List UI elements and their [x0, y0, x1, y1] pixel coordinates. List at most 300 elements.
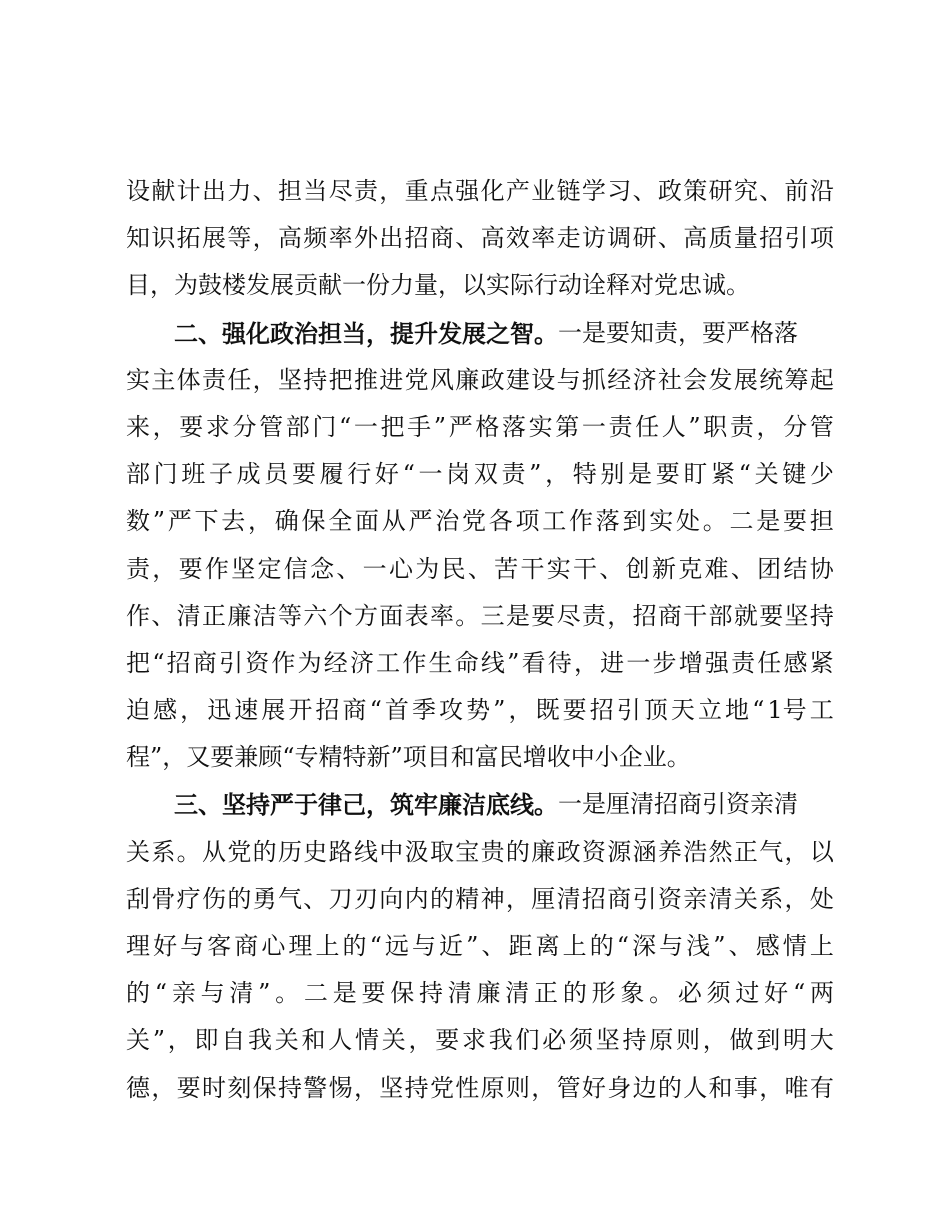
- text-glyph: 招: [589, 696, 614, 725]
- text-glyph: ，: [607, 601, 632, 630]
- text-glyph: 特: [572, 460, 597, 489]
- text-glyph: “: [152, 648, 165, 677]
- text-glyph: 的: [562, 979, 587, 1008]
- text-line: [126, 876, 834, 923]
- text-glyph: 1号: [767, 696, 807, 725]
- text-glyph: 知: [126, 224, 150, 253]
- text-glyph: 调: [607, 224, 632, 253]
- text-line-content: 一是厘清招商引资亲清: [558, 790, 798, 819]
- text-glyph: 进: [600, 648, 625, 677]
- text-glyph: ”: [152, 1026, 166, 1055]
- text-glyph: 开: [288, 696, 313, 725]
- text-glyph: 会: [683, 365, 708, 394]
- text-glyph: 正: [201, 601, 226, 630]
- text-glyph: 招: [759, 224, 784, 253]
- text-glyph: 力: [227, 177, 252, 205]
- text-glyph: 克: [678, 554, 703, 583]
- text-glyph: 党: [462, 507, 487, 536]
- text-glyph: 学: [581, 177, 606, 205]
- text-line: [126, 215, 834, 262]
- text-glyph: 高: [683, 224, 708, 253]
- text-glyph: 到: [622, 507, 647, 536]
- text-glyph: 、: [455, 224, 480, 253]
- text-glyph: 坚: [277, 365, 302, 394]
- text-glyph: 感: [783, 648, 808, 677]
- text-line: [126, 451, 834, 498]
- text-glyph: 推: [353, 365, 378, 394]
- text-glyph: 作: [402, 648, 427, 677]
- text-glyph: 经: [607, 365, 632, 394]
- text-glyph: 好: [764, 979, 789, 1008]
- text-glyph: 招: [315, 696, 340, 725]
- text-glyph: 展: [261, 696, 286, 725]
- text-glyph: 落: [501, 412, 526, 441]
- text-glyph: 信: [283, 554, 308, 583]
- text-glyph: 求: [462, 1026, 487, 1055]
- text-glyph: 处: [809, 884, 834, 913]
- text-glyph: 保: [252, 1073, 277, 1102]
- text-glyph: 待: [547, 648, 572, 677]
- text-glyph: 强: [704, 648, 729, 677]
- text-glyph: “: [402, 460, 415, 489]
- text-glyph: 迅: [207, 696, 232, 725]
- text-glyph: 廉: [455, 365, 480, 394]
- text-glyph: 为: [297, 648, 322, 677]
- text-glyph: 清: [505, 979, 530, 1008]
- text-glyph: 须: [706, 979, 731, 1008]
- text-glyph: 持: [404, 1073, 429, 1102]
- text-glyph: 的: [505, 837, 530, 866]
- text-glyph: 廉: [531, 837, 556, 866]
- text-glyph: 保: [390, 979, 415, 1008]
- text-line: [126, 168, 834, 215]
- text-glyph: 严: [167, 507, 192, 536]
- text-glyph: 骨: [151, 884, 176, 913]
- text-glyph: 。: [455, 601, 480, 630]
- text-glyph: 实: [649, 507, 674, 536]
- text-glyph: 别: [600, 460, 625, 489]
- text-glyph: 风: [429, 365, 454, 394]
- text-glyph: 时: [201, 1073, 226, 1102]
- text-glyph: ，: [180, 696, 205, 725]
- text-glyph: 坚: [379, 1073, 404, 1102]
- text-glyph: 取: [429, 837, 454, 866]
- text-glyph: 勇: [252, 884, 277, 913]
- text-line: [126, 404, 834, 451]
- text-glyph: 系: [151, 837, 176, 866]
- section-heading: 三、坚持严于律己，筑牢廉洁底线。: [174, 790, 558, 820]
- text-glyph: 强: [455, 177, 480, 205]
- text-glyph: 养: [657, 837, 682, 866]
- text-glyph: 季: [411, 696, 436, 725]
- text-glyph: 即: [194, 1026, 219, 1055]
- text-glyph: 关: [754, 460, 779, 489]
- text-glyph: 责: [353, 177, 378, 205]
- text-glyph: 关: [126, 1026, 150, 1055]
- text-glyph: 内: [404, 884, 429, 913]
- text-glyph: 与: [180, 932, 205, 960]
- text-glyph: 率: [429, 601, 454, 630]
- text-glyph: 心: [261, 932, 286, 960]
- text-glyph: 、: [730, 554, 755, 583]
- text-glyph: 成: [236, 460, 261, 489]
- text-glyph: 商: [234, 932, 259, 960]
- text-glyph: 商: [342, 696, 367, 725]
- text-glyph: 两: [809, 979, 834, 1008]
- text-glyph: ，: [252, 365, 277, 394]
- text-glyph: 厘: [531, 884, 556, 913]
- text-glyph: 担: [809, 507, 834, 536]
- text-glyph: 离: [535, 932, 560, 960]
- text-glyph: 结: [783, 554, 808, 583]
- text-glyph: ”: [688, 412, 701, 441]
- text-glyph: 团: [757, 554, 782, 583]
- text-glyph: 责: [608, 412, 633, 441]
- text-glyph: 必: [542, 1026, 567, 1055]
- text-glyph: 治: [435, 507, 460, 536]
- text-glyph: ，: [152, 412, 177, 441]
- text-glyph: 研: [632, 224, 657, 253]
- text-glyph: 刻: [227, 1073, 252, 1102]
- text-glyph: 的: [252, 837, 277, 866]
- text-glyph: 感: [755, 932, 780, 960]
- text-glyph: 策: [683, 177, 708, 205]
- text-glyph: ，: [508, 696, 533, 725]
- text-line: [126, 1017, 834, 1064]
- text-glyph: 人: [661, 412, 686, 441]
- text-glyph: 班: [181, 460, 206, 489]
- document-body: [126, 168, 834, 1112]
- text-glyph: 责: [581, 601, 606, 630]
- text-glyph: 持: [622, 1026, 647, 1055]
- text-glyph: 正: [733, 837, 758, 866]
- text-glyph: 、: [759, 177, 784, 205]
- text-glyph: 人: [683, 1073, 708, 1102]
- text-glyph: 德: [126, 1073, 150, 1102]
- text-glyph: 必: [677, 979, 702, 1008]
- text-glyph: 引: [616, 696, 641, 725]
- text-glyph: ，: [759, 1073, 784, 1102]
- text-glyph: 清: [447, 979, 472, 1008]
- text-line-content: 程”，又要兼顾“专精特新”项目和富民增收中小企业。: [126, 743, 691, 772]
- text-glyph: 习: [607, 177, 632, 205]
- text-glyph: 引: [784, 224, 809, 253]
- text-glyph: 业: [531, 177, 556, 205]
- text-glyph: 持: [277, 1073, 302, 1102]
- text-glyph: 、: [303, 884, 328, 913]
- text-glyph: 献: [151, 177, 176, 205]
- text-glyph: 是: [756, 507, 781, 536]
- text-glyph: 、: [728, 932, 753, 960]
- text-glyph: 责: [201, 365, 226, 394]
- text-glyph: 好: [581, 1073, 606, 1102]
- text-glyph: 管: [556, 1073, 581, 1102]
- text-glyph: 神: [480, 884, 505, 913]
- text-line: [126, 546, 834, 593]
- text-glyph: 客: [207, 932, 232, 960]
- text-glyph: 攻: [439, 696, 464, 725]
- text-glyph: 关: [274, 1026, 299, 1055]
- text-glyph: 持: [303, 365, 328, 394]
- text-glyph: 则: [676, 1026, 701, 1055]
- text-glyph: 资: [581, 837, 606, 866]
- text-glyph: 政: [556, 837, 581, 866]
- text-glyph: 气: [759, 837, 784, 866]
- text-glyph: 面: [379, 601, 404, 630]
- text-glyph: 坚: [784, 601, 809, 630]
- text-line-content: 目，为鼓楼发展贡献一份力量，以实际行动诠释对党忠诚。: [126, 271, 750, 300]
- text-glyph: 工: [809, 696, 834, 725]
- text-glyph: 实: [528, 412, 553, 441]
- text-glyph: 紧: [711, 460, 735, 489]
- text-glyph: 、: [632, 177, 657, 205]
- text-glyph: 项: [515, 507, 540, 536]
- text-glyph: 全: [328, 507, 353, 536]
- text-glyph: 象: [620, 979, 645, 1008]
- text-glyph: “: [369, 696, 382, 725]
- text-glyph: 管: [809, 412, 834, 441]
- text-glyph: 感: [153, 696, 178, 725]
- text-glyph: 深: [632, 932, 657, 960]
- text-glyph: 确: [274, 507, 299, 536]
- text-glyph: 刃: [353, 884, 378, 913]
- text-glyph: 第: [555, 412, 580, 441]
- text-glyph: 廉: [227, 601, 252, 630]
- text-glyph: 情: [355, 1026, 380, 1055]
- text-glyph: 清: [176, 601, 201, 630]
- text-glyph: 个: [328, 601, 353, 630]
- text-glyph: 要: [783, 507, 808, 536]
- text-glyph: 效: [505, 224, 530, 253]
- text-glyph: ”: [529, 460, 542, 489]
- text-glyph: 汲: [404, 837, 429, 866]
- text-glyph: 历: [277, 837, 302, 866]
- text-glyph: 难: [704, 554, 729, 583]
- text-glyph: 严: [408, 507, 433, 536]
- text-glyph: 外: [353, 224, 378, 253]
- text-glyph: ，: [784, 884, 809, 913]
- text-glyph: 工: [376, 648, 401, 677]
- text-glyph: 事: [733, 1073, 758, 1102]
- text-glyph: 济: [632, 365, 657, 394]
- text-glyph: 是: [505, 601, 530, 630]
- text-glyph: 路: [328, 837, 353, 866]
- text-glyph: 要: [655, 460, 680, 489]
- text-glyph: 和: [708, 1073, 733, 1102]
- text-glyph: 是: [628, 460, 653, 489]
- text-glyph: 干: [520, 554, 545, 583]
- text-glyph: 紧: [809, 648, 834, 677]
- text-glyph: 定: [257, 554, 282, 583]
- text-glyph: 从: [201, 837, 226, 866]
- text-glyph: 势: [466, 696, 491, 725]
- text-glyph: 坚: [231, 554, 256, 583]
- text-glyph: 洁: [252, 601, 277, 630]
- text-glyph: 天: [670, 696, 695, 725]
- text-glyph: 工: [542, 507, 567, 536]
- text-glyph: 和: [301, 1026, 326, 1055]
- text-line: [126, 1065, 834, 1112]
- text-glyph: 源: [607, 837, 632, 866]
- text-glyph: 重: [404, 177, 429, 205]
- text-glyph: 建: [505, 365, 530, 394]
- text-glyph: 清: [556, 884, 581, 913]
- text-glyph: 任: [227, 365, 252, 394]
- text-glyph: 、: [481, 932, 506, 960]
- text-glyph: 正: [534, 979, 559, 1008]
- text-glyph: 则: [505, 1073, 530, 1102]
- text-glyph: 招: [166, 648, 191, 677]
- text-glyph: 创: [625, 554, 650, 583]
- text-glyph: 资: [245, 648, 270, 677]
- text-glyph: 我: [488, 1026, 513, 1055]
- text-glyph: 干: [683, 601, 708, 630]
- text-glyph: 要: [291, 460, 316, 489]
- text-glyph: 党: [227, 837, 252, 866]
- text-glyph: 引: [219, 648, 244, 677]
- text-glyph: 史: [303, 837, 328, 866]
- text-glyph: 性: [455, 1073, 480, 1102]
- text-glyph: 作: [126, 601, 150, 630]
- text-glyph: 去: [221, 507, 246, 536]
- text-glyph: 宝: [455, 837, 480, 866]
- text-glyph: 气: [277, 884, 302, 913]
- text-glyph: 廉: [476, 979, 501, 1008]
- text-glyph: 与: [659, 932, 684, 960]
- text-glyph: 。: [176, 837, 201, 866]
- text-glyph: 各: [488, 507, 513, 536]
- text-glyph: 就: [733, 601, 758, 630]
- text-glyph: 边: [632, 1073, 657, 1102]
- text-glyph: 质: [708, 224, 733, 253]
- text-glyph: 要: [562, 696, 587, 725]
- text-glyph: 一: [353, 412, 378, 441]
- text-glyph: 率: [531, 224, 556, 253]
- text-glyph: 。: [649, 979, 674, 1008]
- text-glyph: 为: [415, 554, 440, 583]
- text-glyph: 方: [353, 601, 378, 630]
- text-glyph: 资: [657, 884, 682, 913]
- text-glyph: 作: [569, 507, 594, 536]
- text-glyph: 一: [362, 554, 387, 583]
- text-glyph: 下: [194, 507, 219, 536]
- text-glyph: 的: [227, 884, 252, 913]
- text-glyph: 等: [227, 224, 252, 253]
- text-glyph: 二: [729, 507, 754, 536]
- text-glyph: 与: [411, 932, 436, 960]
- text-glyph: 沿: [809, 177, 834, 205]
- text-glyph: 与: [200, 979, 225, 1008]
- text-glyph: 频: [303, 224, 328, 253]
- text-glyph: 刮: [126, 884, 150, 913]
- text-glyph: 顶: [643, 696, 668, 725]
- text-glyph: 门: [153, 460, 178, 489]
- text-glyph: 键: [782, 460, 807, 489]
- text-glyph: 社: [657, 365, 682, 394]
- text-glyph: 政: [480, 365, 505, 394]
- text-glyph: 从: [381, 507, 406, 536]
- text-glyph: 迫: [126, 696, 150, 725]
- text-line-content: 一是要知责，要严格落: [558, 318, 798, 347]
- text-glyph: 、: [599, 554, 624, 583]
- text-glyph: 人: [328, 1026, 353, 1055]
- text-glyph: 作: [271, 648, 296, 677]
- text-glyph: 、: [657, 224, 682, 253]
- text-glyph: 首: [384, 696, 409, 725]
- text-glyph: 持: [418, 979, 443, 1008]
- text-glyph: 关: [126, 837, 150, 866]
- text-glyph: 系: [759, 884, 784, 913]
- text-glyph: ，: [545, 460, 570, 489]
- text-glyph: 尽: [328, 177, 353, 205]
- text-glyph: 设: [126, 177, 150, 205]
- text-glyph: 计: [176, 177, 201, 205]
- text-glyph: 项: [809, 224, 834, 253]
- text-glyph: 要: [176, 1073, 201, 1102]
- text-line: [126, 357, 834, 404]
- text-glyph: 商: [429, 224, 454, 253]
- text-glyph: ”: [433, 412, 447, 441]
- text-glyph: 任: [635, 412, 660, 441]
- text-line: [126, 262, 834, 309]
- text-line: [126, 734, 834, 781]
- text-glyph: 责: [126, 554, 150, 583]
- text-glyph: 党: [429, 1073, 454, 1102]
- text-glyph: 的: [429, 884, 454, 913]
- text-glyph: 三: [480, 601, 505, 630]
- text-glyph: 新: [651, 554, 676, 583]
- text-glyph: 好: [153, 932, 178, 960]
- text-glyph: 距: [508, 932, 533, 960]
- text-glyph: 关: [381, 1026, 406, 1055]
- text-glyph: 念: [310, 554, 335, 583]
- text-glyph: ，: [379, 177, 404, 205]
- text-glyph: 子: [208, 460, 233, 489]
- text-glyph: 点: [429, 177, 454, 205]
- text-glyph: 刀: [328, 884, 353, 913]
- text-glyph: ，: [573, 648, 598, 677]
- text-line: [126, 498, 834, 545]
- text-glyph: 来: [126, 412, 150, 441]
- text-glyph: 中: [379, 837, 404, 866]
- text-glyph: ”: [507, 648, 520, 677]
- text-glyph: 速: [234, 696, 259, 725]
- text-glyph: 的: [342, 932, 367, 960]
- text-glyph: 行: [347, 460, 372, 489]
- paragraph-first-line: [126, 310, 834, 357]
- text-glyph: 与: [556, 365, 581, 394]
- text-glyph: 实: [546, 554, 571, 583]
- text-glyph: 关: [733, 884, 758, 913]
- text-glyph: 盯: [683, 460, 708, 489]
- text-glyph: ，: [353, 1073, 378, 1102]
- text-glyph: 亲: [171, 979, 196, 1008]
- text-glyph: ，: [531, 1073, 556, 1102]
- text-glyph: 落: [595, 507, 620, 536]
- text-glyph: “: [339, 412, 352, 441]
- text-glyph: 清: [708, 884, 733, 913]
- text-glyph: ，: [784, 837, 809, 866]
- text-glyph: ”: [493, 696, 506, 725]
- text-glyph: 们: [515, 1026, 540, 1055]
- text-glyph: 实: [126, 365, 150, 394]
- text-glyph: 究: [733, 177, 758, 205]
- text-glyph: 管: [259, 412, 284, 441]
- text-glyph: ，: [152, 554, 177, 583]
- text-glyph: 商: [607, 884, 632, 913]
- text-glyph: 面: [355, 507, 380, 536]
- text-glyph: 党: [404, 365, 429, 394]
